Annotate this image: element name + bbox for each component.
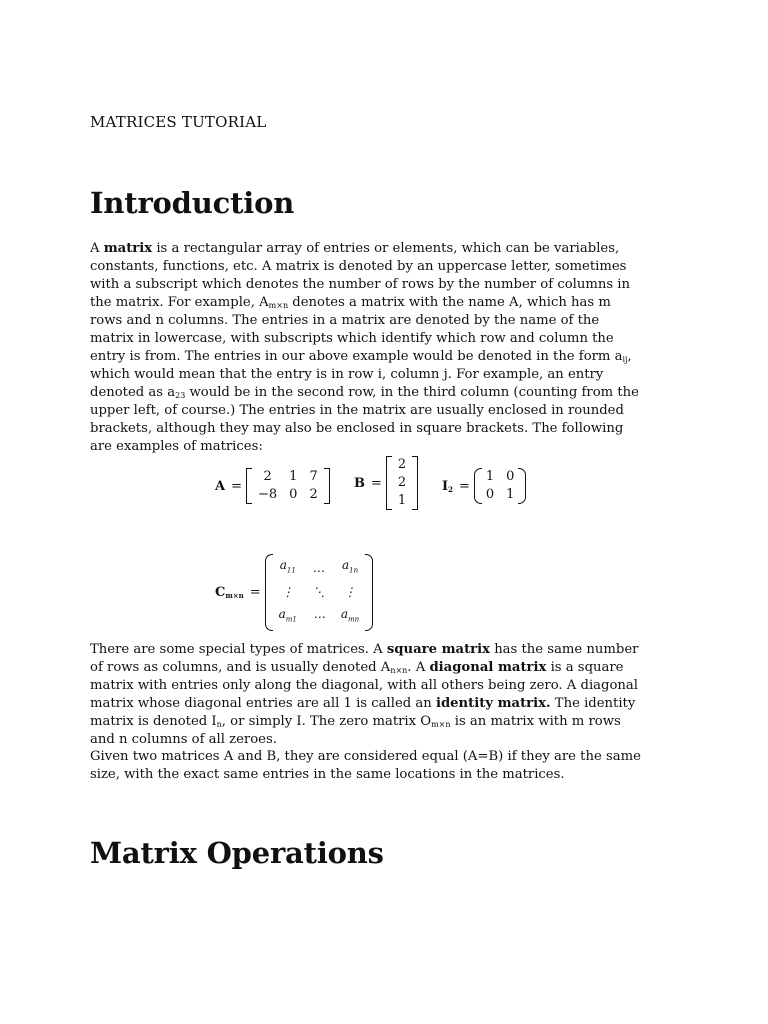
- equality-paragraph: Given two matrices A and B, they are considered equal (A=B) if they are the same size, with the exact same entries in the same locations in the matrices.: [90, 749, 641, 782]
- matrix-b: B = 2 2 1: [354, 456, 418, 510]
- term-matrix: matrix: [103, 241, 153, 256]
- document-title: MATRICES TUTORIAL: [90, 113, 267, 131]
- matrix-c: $C_{m\times n}$ = $a_{11}$ … $a_{1n}$ ⋮ ⋱ ⋮ $a_{m1}$ ⋯ $a_{mn}$: [215, 554, 373, 631]
- intro-paragraph: A matrix is a rectangular array of entries or elements, which can be variables, constants, functions, etc. A matrix is denoted by an uppercase letter, sometimes with a subscript which denotes the number of rows by the number of columns in the matrix. For example, $A_{m\times n}$ denotes a matrix with the name A, which has m rows and n columns. The entries in a matrix are denoted by the name of the matrix in lowercase, with subscripts which identify which row and column the entry is from. The entries in our above example would be denoted in the form $a_{ij}$, which would mean that the entry is in row i, column j. For example, an entry denoted as $a_{23}$ would be in the second row, in the third column (counting from the upper left, of course.) The entries in the matrix are usually enclosed in rounded brackets, although they may also be enclosed in square brackets. The following are examples of matrices:: [90, 241, 639, 454]
- heading-matrix-operations: Matrix Operations: [90, 836, 384, 870]
- term-diagonal-matrix: diagonal matrix: [429, 660, 547, 675]
- matrix-a: A = 2 1 7 −8 0 2: [215, 468, 330, 504]
- heading-introduction: Introduction: [90, 186, 295, 220]
- term-square-matrix: square matrix: [386, 642, 490, 657]
- matrix-examples: [90, 450, 650, 540]
- term-identity-matrix: identity matrix.: [435, 696, 551, 711]
- matrix-identity: $I_2$ = 1 0 0 1: [442, 468, 526, 504]
- special-matrices-paragraph: There are some special types of matrices. A square matrix has the same number of rows as columns, and is usually denoted $A_{n\times n}$. A diagonal matrix is a square matrix with entries only along the diagonal, with all others being zero. A diagonal matrix whose diagonal entries are all 1 is called an identity matrix. The identity matrix is denoted $I_n$, or simply I. The zero matrix $O_{m\times n}$ is an matrix with m rows and n columns of all zeroes.: [90, 642, 639, 747]
